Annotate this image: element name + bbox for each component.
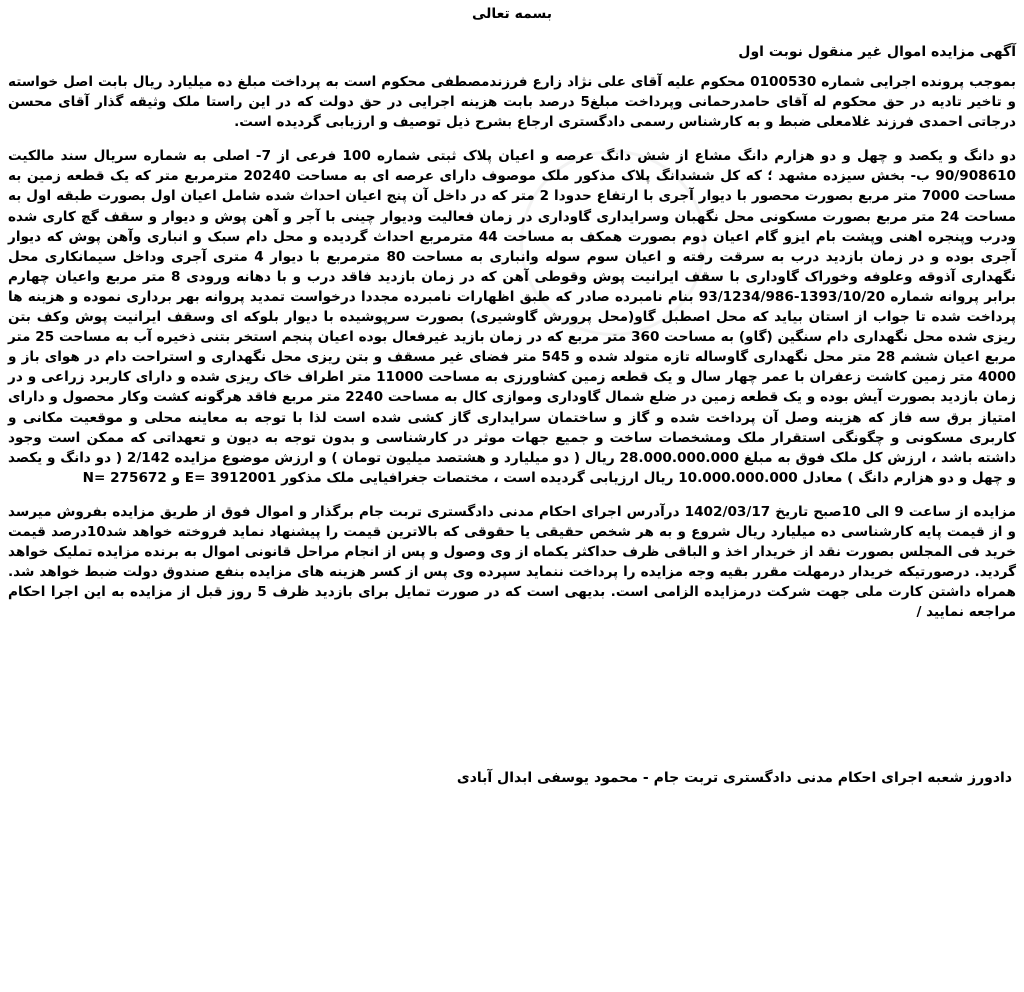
notice-title: آگهی مزایده اموال غیر منقول نوبت اول	[738, 44, 1016, 60]
basmala-heading: بسمه تعالی	[471, 6, 553, 22]
paragraph-property-description: دو دانگ و یکصد و چهل و دو هزارم دانگ مشاع از شش دانگ عرصه و اعیان پلاک ثبتی شماره 100 فرعی از 7- اصلی به شماره سریال سند مالکیت 90/908610 ب- بخش سیزده مشهد ؛ که کل ششدانگ پلاک مذکور ملک موصوف دارای عرصه ای به مساحت 20240 مترمربع متر که یک قطعه زمین به مساحت 7000 متر مربع بصورت محصور با دیوار آجری با ارتفاع حدودا 2 متر که در داخل آن پنج اعیان احداث شده شامل اعیان اول بصورت طبقه اول به مساحت 24 متر مربع بصورت مسکونی محل نگهبان وسرایداری گاوداری در زمان فعالیت ودیوار چینی با آجر و آهن پوش و دیوار و سقف گچ کاری شده ودرب وپنجره اهنی وپشت بام ایزو گام اعیان دوم بصورت همکف به مساحت 44 مترمربع احداث گردیده و محل دام سبک و انباری وآهن پوش که دیوار آجری بوده و در زمان بازدید درب به سرقت رفته و اعیان سوم سوله وانباری به مساحت 80 مترمربع با دیوار 4 متری آجری وداخل سیمانکاری محل نگهداری آذوقه وعلوفه وخوراک گاوداری با سقف ایرانیت پوش وقوطی آهن که در زمان بازدید فاقد درب و با دهانه ورودی 8 متر مربع واعیان چهارم برابر پروانه شماره 1393/10/20-93/1234/986 بنام نامبرده صادر که طبق اظهارات نامبرده مجددا درخواست تمدید پروانه بهر برداری نموده و هزینه ها پرداخت شده تا جواب از استان بیاید که محل اصطبل گاو(محل پرورش گاوشیری) بصورت سرپوشیده با دیوار بلوکه ای وسقف ایرانیت پوش وکف بتن ریزی شده محل نگهداری دام سنگین (گاو) به مساحت 360 متر مربع که در زمان بازید غیرفعال بوده اعیان پنجم استخر بتنی ذخیره آب به مساحت 25 متر مربع اعیان ششم 28 متر محل نگهداری گاوساله تازه متولد شده و 545 متر فضای غیر مسقف و بتن ریزی محل نگهداری و استراحت دام در هوای باز و 4000 متر زمین کاشت زعفران با عمر چهار سال و یک قطعه زمین کشاورزی به مساحت 11000 متر اطراف خاک ریزی شده و دارای کاربرد زراعی و در زمان بازدید بصورت آیش بوده و یک قطعه زمین در ضلع شمال گاوداری وموازی کال به مساحت 2240 متر مربع فاقد هرگونه کشت وکار محصول و دارای امتیاز برق سه فاز که هزینه وصل آن پرداخت شده و گاز و ساختمان سرایداری گاز کشی شده است لذا با توجه به معاینه محلی و موقعیت مکانی و کاربری مسکونی و چگونگی استقرار ملک ومشخصات ساخت و جمیع جهات موثر در کارشناسی و بدون توجه به دیون و تعهداتی که ممکن است وجود داشته باشد ، ارزش کل ملک فوق به مبلغ 28.000.000.000 ریال ( دو میلیارد و هشتصد میلیون تومان ) و ارزش موضوع مزایده 2/142 ( دو دانگ و یکصد و چهل و دو هزارم دانگ ) معادل 10.000.000.000 ریال ارزیابی گردیده است ، مختصات جغرافیایی ملک مذکور 3912001 =E و 275672 =N	[8, 148, 1017, 486]
signature-line: دادورز شعبه اجرای احکام مدنی دادگستری تربت جام - محمود یوسفی ابدال آبادی	[456, 770, 1012, 786]
paragraph-case-summary: بموجب پرونده اجرایی شماره 0100530 محکوم علیه آقای علی نژاد زارع فرزندمصطفی محکوم است به پرداخت مبلغ ده میلیارد ریال بابت اصل خواسته و تاخیر تادیه در حق محکوم له آقای حامدرحمانی وپرداخت مبلغ5 درصد بابت هزینه اجرایی در حق دولت که در این راستا ملک وثیقه گذار آقای محسن درجاتی احمدی فرزند غلامعلی ضبط و به کارشناس رسمی دادگستری ارجاع بشرح ذیل توصیف و ارزیابی گردیده است.	[8, 74, 1017, 131]
paragraph-auction-terms: مزایده از ساعت 9 الی 10صبح تاریخ 1402/03/17 درآدرس اجرای احکام مدنی دادگستری تربت جام برگذار و اموال فوق از طریق مزایده بفروش میرسد و از قیمت پایه کارشناسی ده میلیارد ریال شروع و به هر شخص حقیقی یا حقوقی که بالاترین قیمت را پیشنهاد نماید فروخته خواهد شد10درصد قیمت خرید فی المجلس بصورت نقد از خریدار اخذ و الباقی ظرف حداکثر یکماه از وی وصول و پس از انجام مراحل قانونی اموال به برنده مزایده تملیک خواهد گردید. درصورتیکه خریدار درمهلت مقرر بقیه وجه مزایده را پرداخت ننماید سپرده وی پس از کسر هزینه های مزایده بنفع صندوق دولت ضبط خواهد شد. همراه داشتن کارت ملی جهت شرکت درمزایده الزامی است. بدیهی است که در صورت تمایل برای بازدید ظرف 5 روز قبل از مزایده به این اجرا احکام مراجعه نمایید /	[8, 503, 1016, 621]
